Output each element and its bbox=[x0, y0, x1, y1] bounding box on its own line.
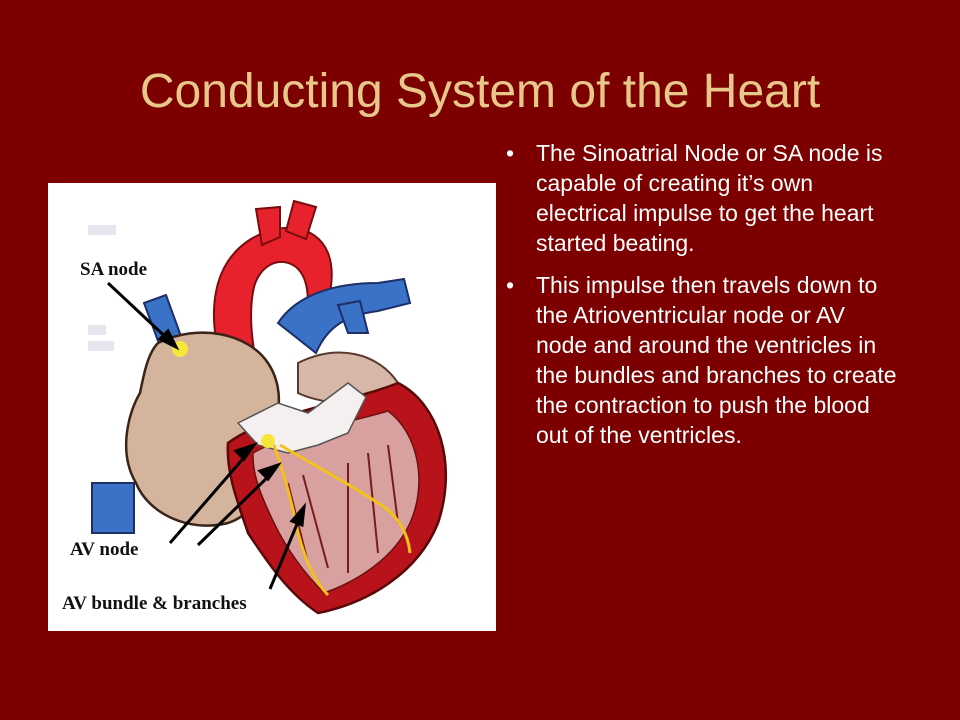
av-node-marker bbox=[261, 434, 275, 448]
av-bundle-label: AV bundle & branches bbox=[62, 593, 247, 614]
bullet-list bbox=[500, 138, 900, 462]
inferior-vena-cava bbox=[92, 483, 134, 533]
av-node-label: AV node bbox=[70, 539, 139, 560]
bullet-item bbox=[500, 270, 900, 450]
bullet-text: This impulse then travels down to the Atrioventricular node or AV node and around the ventricles in the bundles and branches to create the contraction to push the blood out of the ventricles. bbox=[536, 272, 897, 448]
sa-node-label: SA node bbox=[80, 259, 148, 280]
slide-title: Conducting System of the Heart bbox=[139, 65, 821, 118]
bullet-marker: • bbox=[505, 272, 515, 298]
bullet-text: The Sinoatrial Node or SA node is capable of creating it’s own electrical impulse to get the heart started beating. bbox=[536, 140, 883, 256]
heart-conduction-diagram bbox=[48, 183, 496, 631]
bullet-marker: • bbox=[505, 140, 515, 166]
heart-illustration bbox=[48, 183, 496, 631]
bullet-item bbox=[500, 138, 900, 258]
